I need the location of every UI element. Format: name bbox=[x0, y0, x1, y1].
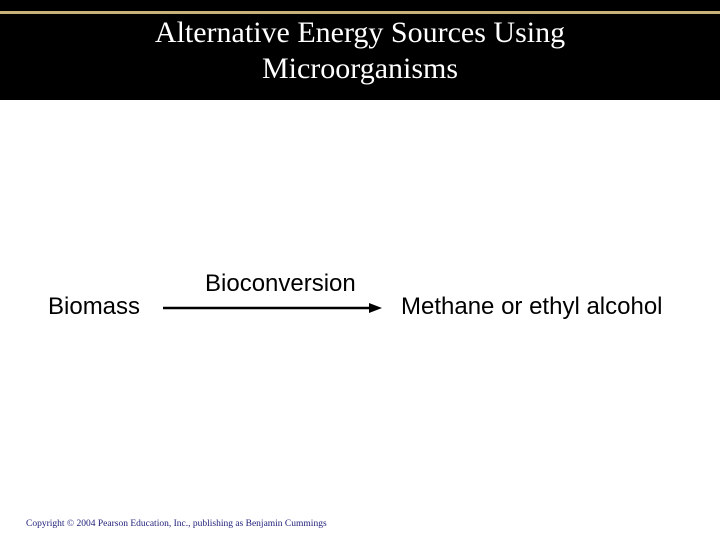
copyright-notice: Copyright © 2004 Pearson Education, Inc., publishing as Benjamin Cummings bbox=[26, 519, 327, 529]
slide-title-line-2: Microorganisms bbox=[261, 52, 459, 85]
slide-title-line-1: Alternative Energy Sources Using bbox=[154, 16, 566, 49]
arrow-head bbox=[369, 303, 382, 313]
right-arrow-icon bbox=[163, 300, 383, 316]
title-accent-rule bbox=[0, 11, 720, 14]
biomass-label: Biomass bbox=[48, 293, 141, 320]
slide-title bbox=[0, 15, 720, 87]
title-bar bbox=[0, 0, 720, 100]
methane-ethyl-alcohol-label: Methane or ethyl alcohol bbox=[401, 293, 663, 320]
bioconversion-label: Bioconversion bbox=[205, 270, 356, 297]
